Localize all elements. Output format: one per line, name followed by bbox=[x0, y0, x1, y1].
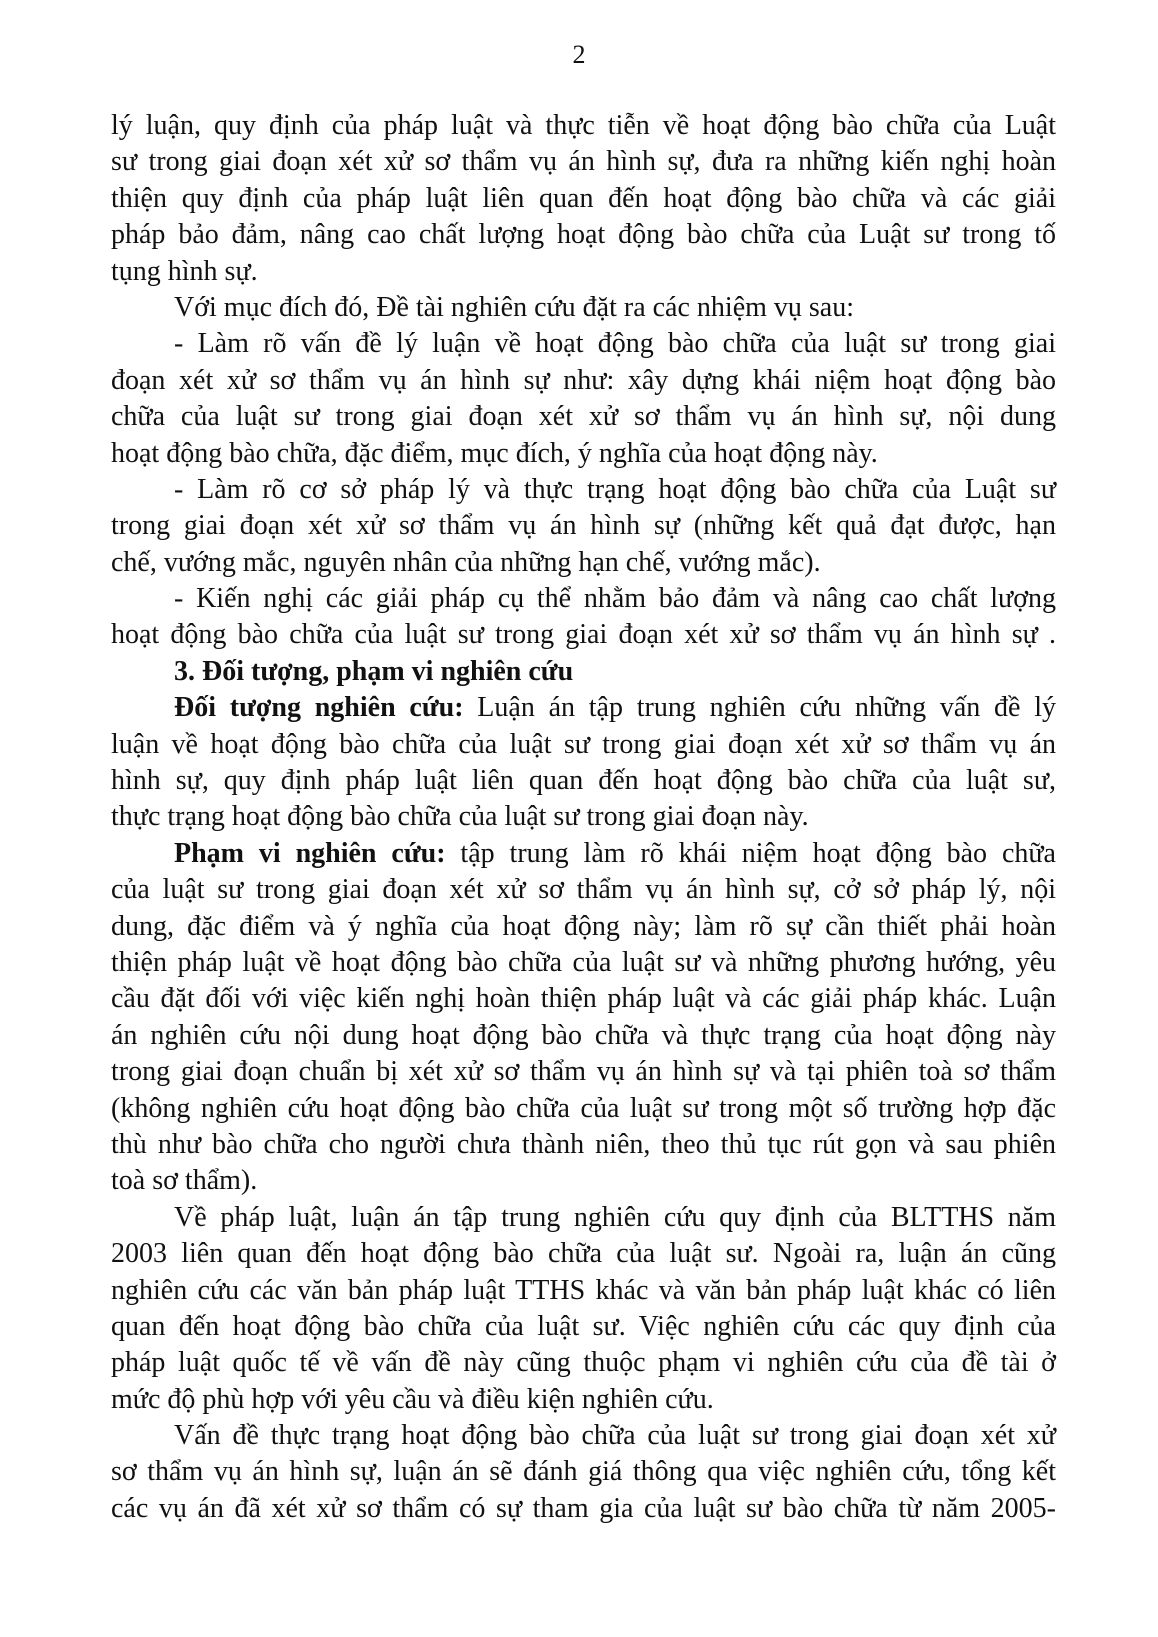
text-line: các vụ án đã xét xử sơ thẩm có sự tham gia của luật sư bào chữa từ năm 2005- bbox=[111, 1492, 1056, 1524]
text-line: thực trạng hoạt động bào chữa của luật sư trong giai đoạn này. bbox=[111, 801, 809, 833]
text-line: - Làm rõ vấn đề lý luận về hoạt động bào chữa của luật sư trong giai bbox=[174, 328, 1056, 360]
text-line: pháp bảo đảm, nâng cao chất lượng hoạt động bào chữa của Luật sư trong tố bbox=[111, 219, 1056, 251]
text-line: 2003 liên quan đến hoạt động bào chữa của luật sư. Ngoài ra, luận án cũng bbox=[111, 1238, 1056, 1270]
text-line: toà sơ thẩm). bbox=[111, 1165, 258, 1197]
text-line: hoạt động bào chữa, đặc điểm, mục đích, ý nghĩa của hoạt động này. bbox=[111, 437, 878, 469]
text-line: - Kiến nghị các giải pháp cụ thể nhằm bảo đảm và nâng cao chất lượng bbox=[174, 583, 1056, 615]
text-line: mức độ phù hợp với yêu cầu và điều kiện nghiên cứu. bbox=[111, 1383, 714, 1415]
text-line: hoạt động bào chữa của luật sư trong giai đoạn xét xử sơ thẩm vụ án hình sự . bbox=[111, 619, 1056, 651]
inline-bold-label: Đối tượng nghiên cứu: bbox=[174, 692, 464, 724]
text-line: trong giai đoạn chuẩn bị xét xử sơ thẩm vụ án hình sự và tại phiên toà sơ thẩm bbox=[111, 1056, 1056, 1088]
section-heading: 3. Đối tượng, phạm vi nghiên cứu bbox=[174, 655, 574, 687]
text-line: dung, đặc điểm và ý nghĩa của hoạt động này; làm rõ sự cần thiết phải hoàn bbox=[111, 910, 1056, 942]
text-line: án nghiên cứu nội dung hoạt động bào chữa và thực trạng của hoạt động này bbox=[111, 1019, 1056, 1051]
text-line: - Làm rõ cơ sở pháp lý và thực trạng hoạt động bào chữa của Luật sư bbox=[174, 473, 1056, 505]
text-line: (không nghiên cứu hoạt động bào chữa của luật sư trong một số trường hợp đặc bbox=[111, 1092, 1056, 1124]
text-line: tụng hình sự. bbox=[111, 255, 258, 287]
text-line: pháp luật quốc tế về vấn đề này cũng thuộc phạm vi nghiên cứu của đề tài ở bbox=[111, 1347, 1056, 1379]
text-line bbox=[111, 836, 1056, 872]
text-line: Về pháp luật, luận án tập trung nghiên cứu quy định của BLTTHS năm bbox=[174, 1201, 1056, 1233]
text-line: hình sự, quy định pháp luật liên quan đến hoạt động bào chữa của luật sư, bbox=[111, 765, 1056, 797]
inline-bold-label: Phạm vi nghiên cứu: bbox=[174, 837, 446, 869]
text-line: chế, vướng mắc, nguyên nhân của những hạn chế, vướng mắc). bbox=[111, 546, 821, 578]
text-line: nghiên cứu các văn bản pháp luật TTHS khác và văn bản pháp luật khác có liên bbox=[111, 1274, 1056, 1306]
line-text: Luận án tập trung nghiên cứu những vấn đề lý bbox=[463, 692, 1056, 724]
text-line: thiện pháp luật về hoạt động bào chữa của luật sư và những phương hướng, yêu bbox=[111, 946, 1056, 978]
text-line: chữa của luật sư trong giai đoạn xét xử sơ thẩm vụ án hình sự, nội dung bbox=[111, 401, 1056, 433]
text-line: thù như bào chữa cho người chưa thành niên, theo thủ tục rút gọn và sau phiên bbox=[111, 1128, 1056, 1160]
text-line: lý luận, quy định của pháp luật và thực tiễn về hoạt động bào chữa của Luật bbox=[111, 110, 1056, 141]
text-line: cầu đặt đối với việc kiến nghị hoàn thiện pháp luật và các giải pháp khác. Luận bbox=[111, 983, 1056, 1015]
text-line: của luật sư trong giai đoạn xét xử sơ thẩm vụ án hình sự, cở sở pháp lý, nội bbox=[111, 874, 1056, 906]
document-body bbox=[111, 108, 1056, 1527]
text-line: Vấn đề thực trạng hoạt động bào chữa của luật sư trong giai đoạn xét xử bbox=[174, 1420, 1056, 1452]
text-line: sơ thẩm vụ án hình sự, luận án sẽ đánh giá thông qua việc nghiên cứu, tổng kết bbox=[111, 1456, 1056, 1488]
text-line: Với mục đích đó, Đề tài nghiên cứu đặt ra các nhiệm vụ sau: bbox=[174, 291, 854, 323]
page-number: 2 bbox=[572, 40, 586, 69]
text-line: luận về hoạt động bào chữa của luật sư trong giai đoạn xét xử sơ thẩm vụ án bbox=[111, 728, 1056, 760]
text-line: đoạn xét xử sơ thẩm vụ án hình sự như: xây dựng khái niệm hoạt động bào bbox=[111, 364, 1056, 396]
text-line: thiện quy định của pháp luật liên quan đến hoạt động bào chữa và các giải bbox=[111, 182, 1056, 214]
line-text: tập trung làm rõ khái niệm hoạt động bào chữa bbox=[445, 837, 1056, 869]
text-line bbox=[111, 690, 1056, 726]
text-line: sư trong giai đoạn xét xử sơ thẩm vụ án hình sự, đưa ra những kiến nghị hoàn bbox=[111, 146, 1056, 178]
text-line: trong giai đoạn xét xử sơ thẩm vụ án hình sự (những kết quả đạt được, hạn bbox=[111, 510, 1056, 542]
text-line: quan đến hoạt động bào chữa của luật sư. Việc nghiên cứu các quy định của bbox=[111, 1310, 1056, 1342]
